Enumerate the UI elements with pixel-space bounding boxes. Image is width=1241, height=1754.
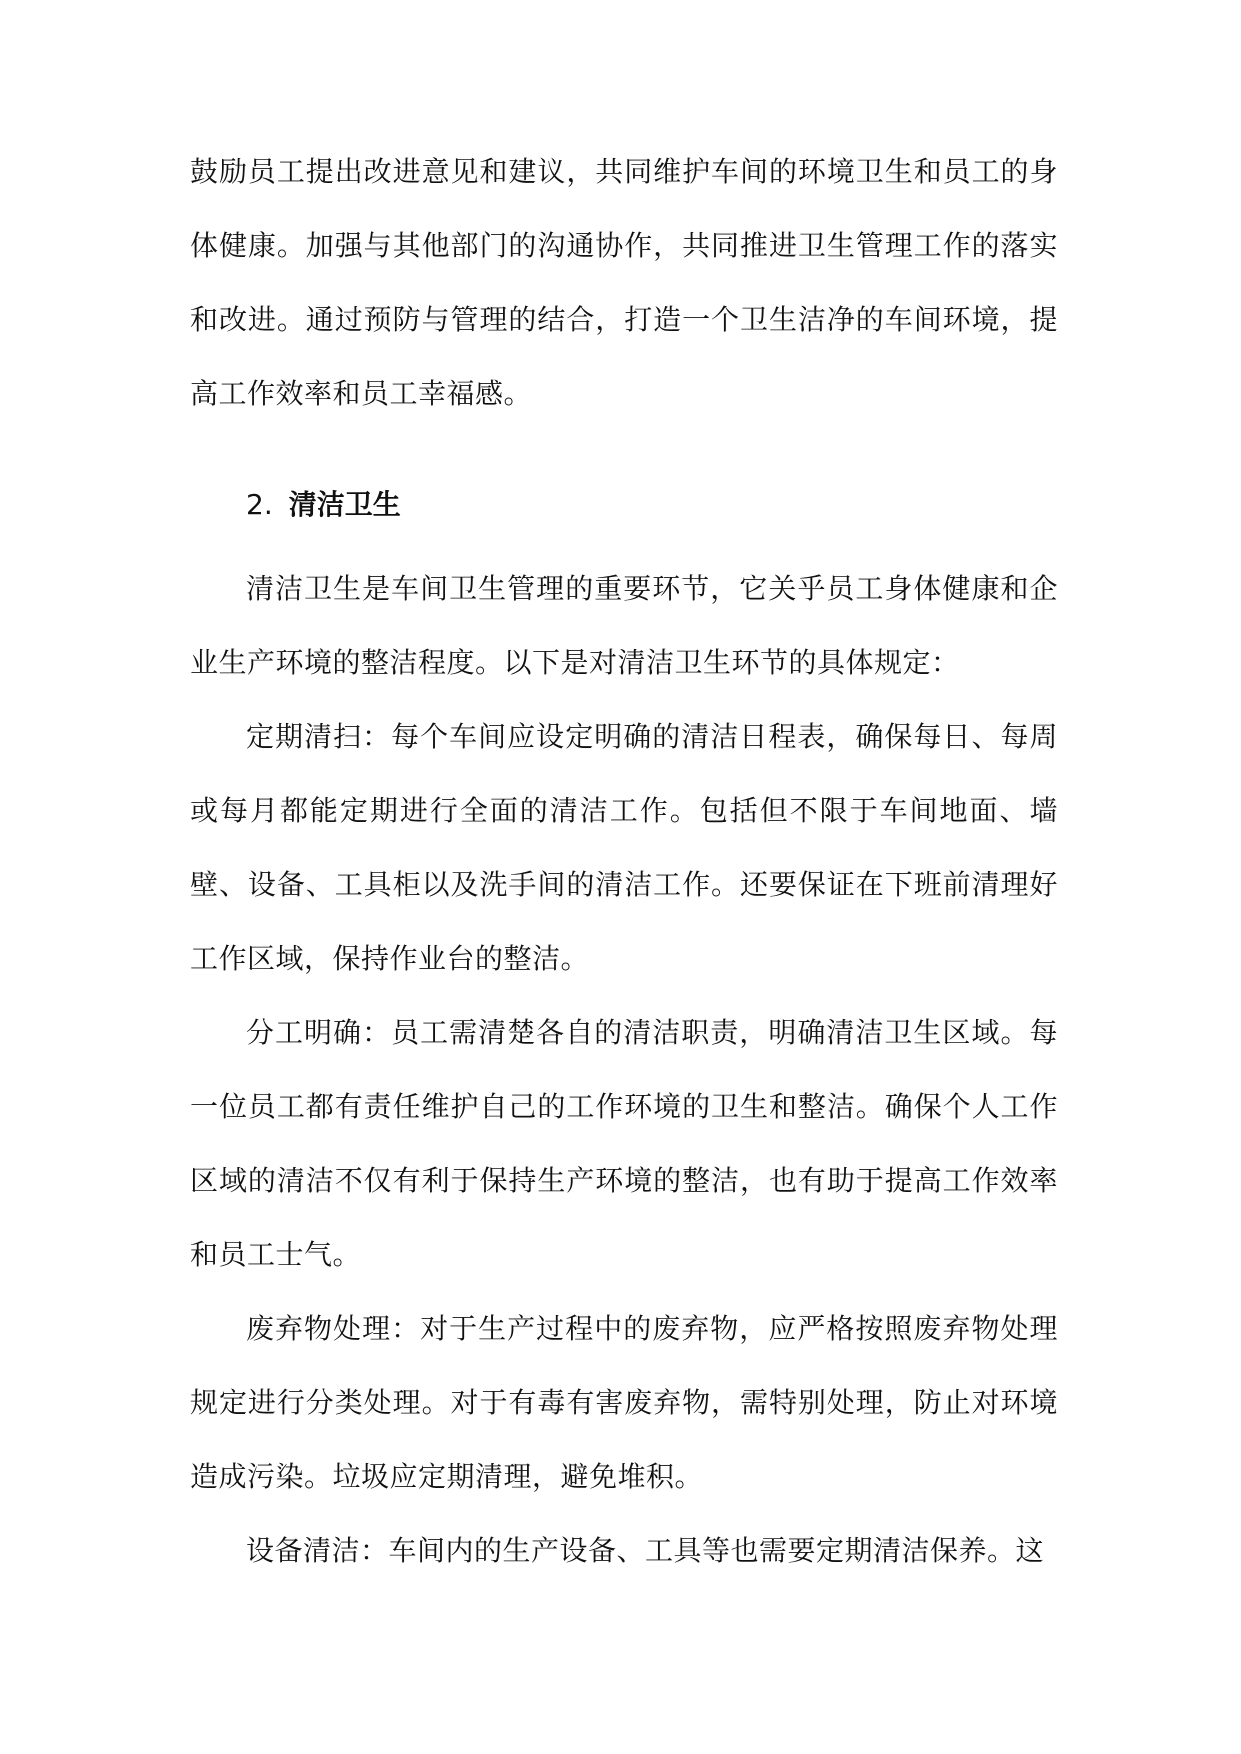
paragraph-intro-continuation: 鼓励员工提出改进意见和建议，共同维护车间的环境卫生和员工的身体健康。加强与其他部门的沟通协作，共同推进卫生管理工作的落实和改进。通过预防与管理的结合，打造一个卫生洁净的车间环境，提高工作效率和员工幸福感。 [190,155,1058,410]
section-heading [246,468,401,542]
section-number: 2. [246,488,273,521]
paragraph-regular-cleaning: 定期清扫：每个车间应设定明确的清洁日程表，确保每日、每周或每月都能定期进行全面的清洁工作。包括但不限于车间地面、墙壁、设备、工具柜以及洗手间的清洁工作。还要保证在下班前清理好工作区域，保持作业台的整洁。 [190,720,1058,975]
paragraph-division-of-labor: 分工明确：员工需清楚各自的清洁职责，明确清洁卫生区域。每一位员工都有责任维护自己的工作环境的卫生和整洁。确保个人工作区域的清洁不仅有利于保持生产环境的整洁，也有助于提高工作效率和员工士气。 [190,1016,1058,1271]
paragraph-equipment-cleaning: 设备清洁：车间内的生产设备、工具等也需要定期清洁保养。这 [246,1534,1045,1567]
section-title: 清洁卫生 [288,488,401,521]
paragraph-cleaning-intro: 清洁卫生是车间卫生管理的重要环节，它关乎员工身体健康和企业生产环境的整洁程度。以下是对清洁卫生环节的具体规定： [190,572,1058,679]
paragraph-waste-disposal: 废弃物处理：对于生产过程中的废弃物，应严格按照废弃物处理规定进行分类处理。对于有毒有害废弃物，需特别处理，防止对环境造成污染。垃圾应定期清理，避免堆积。 [190,1312,1058,1493]
